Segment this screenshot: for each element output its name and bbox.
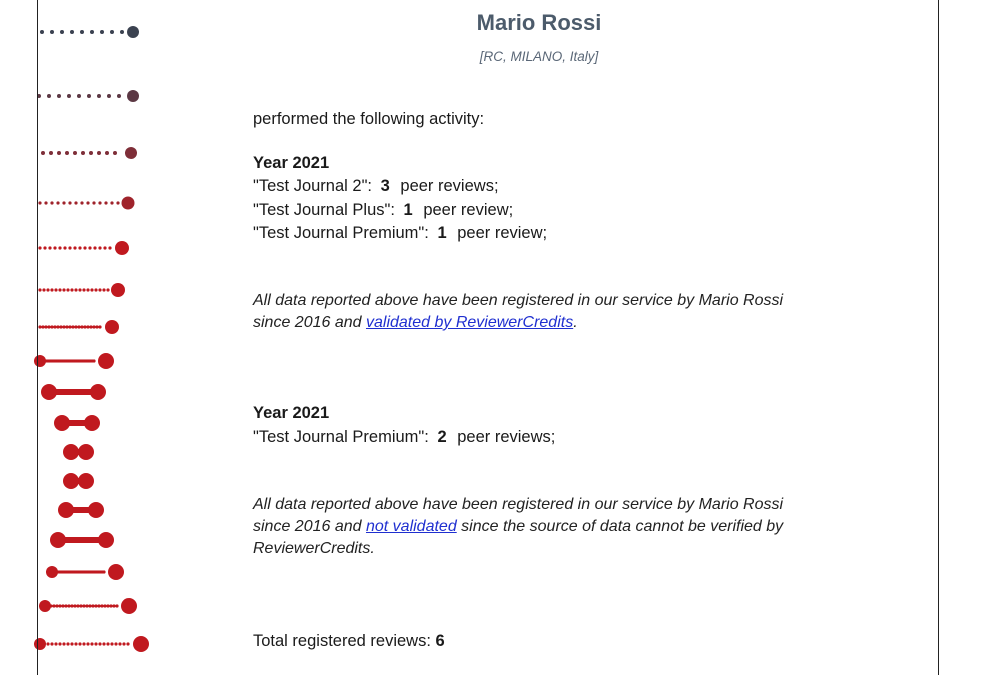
section-year: Year 2021 [253,154,330,172]
decorative-dot [41,151,45,155]
not-validated-link[interactable]: not validated [365,518,457,535]
decorative-dot [49,151,53,155]
decorative-dot [68,325,71,328]
decorative-dot [58,642,61,645]
review-entry [253,201,513,220]
decorative-dot [126,642,129,645]
decorative-dot [83,246,86,249]
decorative-dot [68,201,71,204]
decorative-dot [93,246,96,249]
decorative-dot [108,246,111,249]
decorative-dot [46,288,49,291]
decorative-dot [39,600,51,612]
decorative-dot [94,288,97,291]
decorative-dot [106,288,109,291]
decorative-dot [54,415,70,431]
decorative-dot [38,325,41,328]
decorative-dot [58,246,61,249]
decorative-dot [118,642,121,645]
decorative-dot [98,532,114,548]
decorative-dot [68,246,71,249]
note-text: All data reported above have been registered in our service by Mario Rossi since 2016 and [253,496,784,535]
decorative-dot [110,201,113,204]
decorative-dot [50,30,54,34]
decorative-dot [78,444,94,460]
decorative-dot [62,201,65,204]
total-label: Total registered reviews: [253,632,431,650]
decorative-dot [41,325,44,328]
decorative-dot [121,598,137,614]
decorative-dot [48,246,51,249]
decorative-dot [62,642,65,645]
decorative-dot [97,94,101,98]
note-text-end: . [573,314,578,331]
decorative-dot [65,151,69,155]
decorative-dot [41,384,57,400]
decorative-dot [90,384,106,400]
review-unit: peer reviews; [400,177,499,195]
decorative-dot [73,151,77,155]
decorative-dot [115,604,118,607]
validated-link[interactable]: validated by ReviewerCredits [365,314,574,331]
decorative-dot [64,604,67,607]
decorative-dot [84,415,100,431]
left-border-line [37,0,38,675]
decorative-dot [62,288,65,291]
decorative-dot [111,283,125,297]
review-count: 1 [437,224,447,242]
decorative-dot [116,201,119,204]
decorative-dot [56,201,59,204]
decorative-dot [54,642,57,645]
decorative-dot [82,604,85,607]
decorative-dot [65,325,68,328]
decorative-dot [97,604,100,607]
right-border-line [938,0,939,675]
decorative-dot [100,604,103,607]
decorative-dot [66,288,69,291]
decorative-dot [47,94,51,98]
decorative-dot [92,359,95,362]
decorative-dot [50,532,66,548]
note-text: All data reported above have been registered in our service by Mario Rossi since 2016 and [253,292,784,331]
total-reviews [253,632,445,651]
decorative-dot [80,325,83,328]
decorative-dot [62,325,65,328]
decorative-dot [94,642,97,645]
decorative-dot [88,246,91,249]
decorative-dot [103,246,106,249]
decorative-dot [73,604,76,607]
decorative-dot [122,642,125,645]
decorative-dot [105,151,109,155]
decorative-dot [34,638,46,650]
decorative-dot [87,94,91,98]
decorative-dot [63,246,66,249]
decorative-dot [70,288,73,291]
decorative-dot [70,642,73,645]
decorative-dot [125,147,137,159]
decorative-dot [53,325,56,328]
decorative-dot [85,604,88,607]
decorative-dot [86,288,89,291]
decorative-dot [70,30,74,34]
decorative-dot [107,94,111,98]
decorative-dot [89,151,93,155]
decorative-dot [89,325,92,328]
decorative-dot [91,604,94,607]
decorative-dot [59,325,62,328]
decorative-dot [98,642,101,645]
reviewer-location: [RC, MILANO, Italy] [479,49,599,64]
validation-note [253,290,823,334]
decorative-dot [88,502,104,518]
decorative-dot [110,30,114,34]
decorative-dot [100,30,104,34]
decorative-dot [98,353,114,369]
decorative-dot [98,201,101,204]
decorative-dot [42,288,45,291]
decorative-dot [78,473,94,489]
total-value: 6 [435,632,445,650]
decorative-dot [50,325,53,328]
decorative-dot [97,151,101,155]
decorative-dot [55,604,58,607]
decorative-dot [58,502,74,518]
decorative-dot [40,30,44,34]
journal-name: "Test Journal Premium": [253,224,429,242]
decorative-dot [83,325,86,328]
decorative-dot [95,325,98,328]
decorative-dot [133,636,149,652]
decorative-dot [77,94,81,98]
decorative-dot [102,570,105,573]
decorative-dot [63,473,79,489]
decorative-dot [44,325,47,328]
decorative-dot [60,30,64,34]
decorative-dot [108,564,124,580]
decorative-dot [102,642,105,645]
decorative-dot [74,642,77,645]
decorative-dot [70,604,73,607]
review-entry [253,224,547,243]
decorative-dot [98,325,101,328]
decorative-dot [109,604,112,607]
decorative-dot [73,246,76,249]
decorative-dot [38,288,41,291]
journal-name: "Test Journal Premium": [253,428,429,446]
decorative-dot [104,201,107,204]
review-unit: peer review; [457,224,548,242]
decorative-dot [50,642,53,645]
decorative-dot [38,201,41,204]
decorative-dot [78,288,81,291]
review-entry [253,177,499,196]
decorative-dot [77,325,80,328]
review-entry [253,428,555,447]
decorative-dot [78,246,81,249]
review-count: 2 [437,428,447,446]
decorative-dot [127,90,139,102]
decorative-dot [44,201,47,204]
reviewer-name: Mario Rossi [476,10,602,35]
decorative-dot [127,26,139,38]
decorative-dot [74,288,77,291]
decorative-dot [74,201,77,204]
decorative-dot [43,246,46,249]
decorative-dot [61,604,64,607]
decorative-dot [46,642,49,645]
decorative-dot [71,325,74,328]
decorative-dot [38,246,41,249]
decorative-dot [47,325,50,328]
decorative-dot [102,288,105,291]
decorative-dot [106,604,109,607]
decorative-dot [106,642,109,645]
decorative-dot [56,325,59,328]
decorative-dot [98,288,101,291]
decorative-dot [115,241,129,255]
review-unit: peer review; [423,201,514,219]
decorative-dot [76,604,79,607]
decorative-dot [46,566,58,578]
decorative-dot [86,642,89,645]
decorative-dot [86,201,89,204]
decorative-dot [90,642,93,645]
review-unit: peer reviews; [457,428,556,446]
review-count: 3 [380,177,390,195]
decorative-dot [110,642,113,645]
decorative-dot [54,288,57,291]
decorative-dot [58,288,61,291]
decorative-dot [90,30,94,34]
review-count: 1 [403,201,413,219]
decorative-dot [92,325,95,328]
decorative-dot [82,642,85,645]
decorative-dot [120,30,124,34]
note-text-end: since the source of data cannot be verified by ReviewerCredits. [253,518,784,557]
decorative-dot [66,642,69,645]
decorative-dot [52,604,55,607]
decorative-dot [34,355,46,367]
decorative-dot [86,325,89,328]
decorative-dot [94,604,97,607]
decorative-dot [88,604,91,607]
decorative-dot [50,288,53,291]
journal-name: "Test Journal 2": [253,177,373,195]
decorative-dot [63,444,79,460]
decorative-dot [58,604,61,607]
decorative-dot [114,642,117,645]
decorative-dots-border [0,0,160,675]
decorative-dot [112,604,115,607]
decorative-dot [57,151,61,155]
decorative-dot [78,642,81,645]
decorative-dot [82,288,85,291]
decorative-dot [53,246,56,249]
decorative-dot [90,288,93,291]
decorative-dot [122,197,135,210]
decorative-dot [92,201,95,204]
decorative-dot [74,325,77,328]
validation-note [253,494,823,560]
decorative-dot [80,30,84,34]
decorative-dot [105,320,119,334]
section-year: Year 2021 [253,404,330,422]
intro-text: performed the following activity: [253,110,485,128]
decorative-dot [57,94,61,98]
decorative-dot [79,604,82,607]
decorative-dot [117,94,121,98]
decorative-dot [81,151,85,155]
decorative-dot [80,201,83,204]
decorative-dot [67,94,71,98]
decorative-dot [103,604,106,607]
decorative-dot [98,246,101,249]
journal-name: "Test Journal Plus": [253,201,395,219]
decorative-dot [67,604,70,607]
decorative-dot [113,151,117,155]
decorative-dot [50,201,53,204]
